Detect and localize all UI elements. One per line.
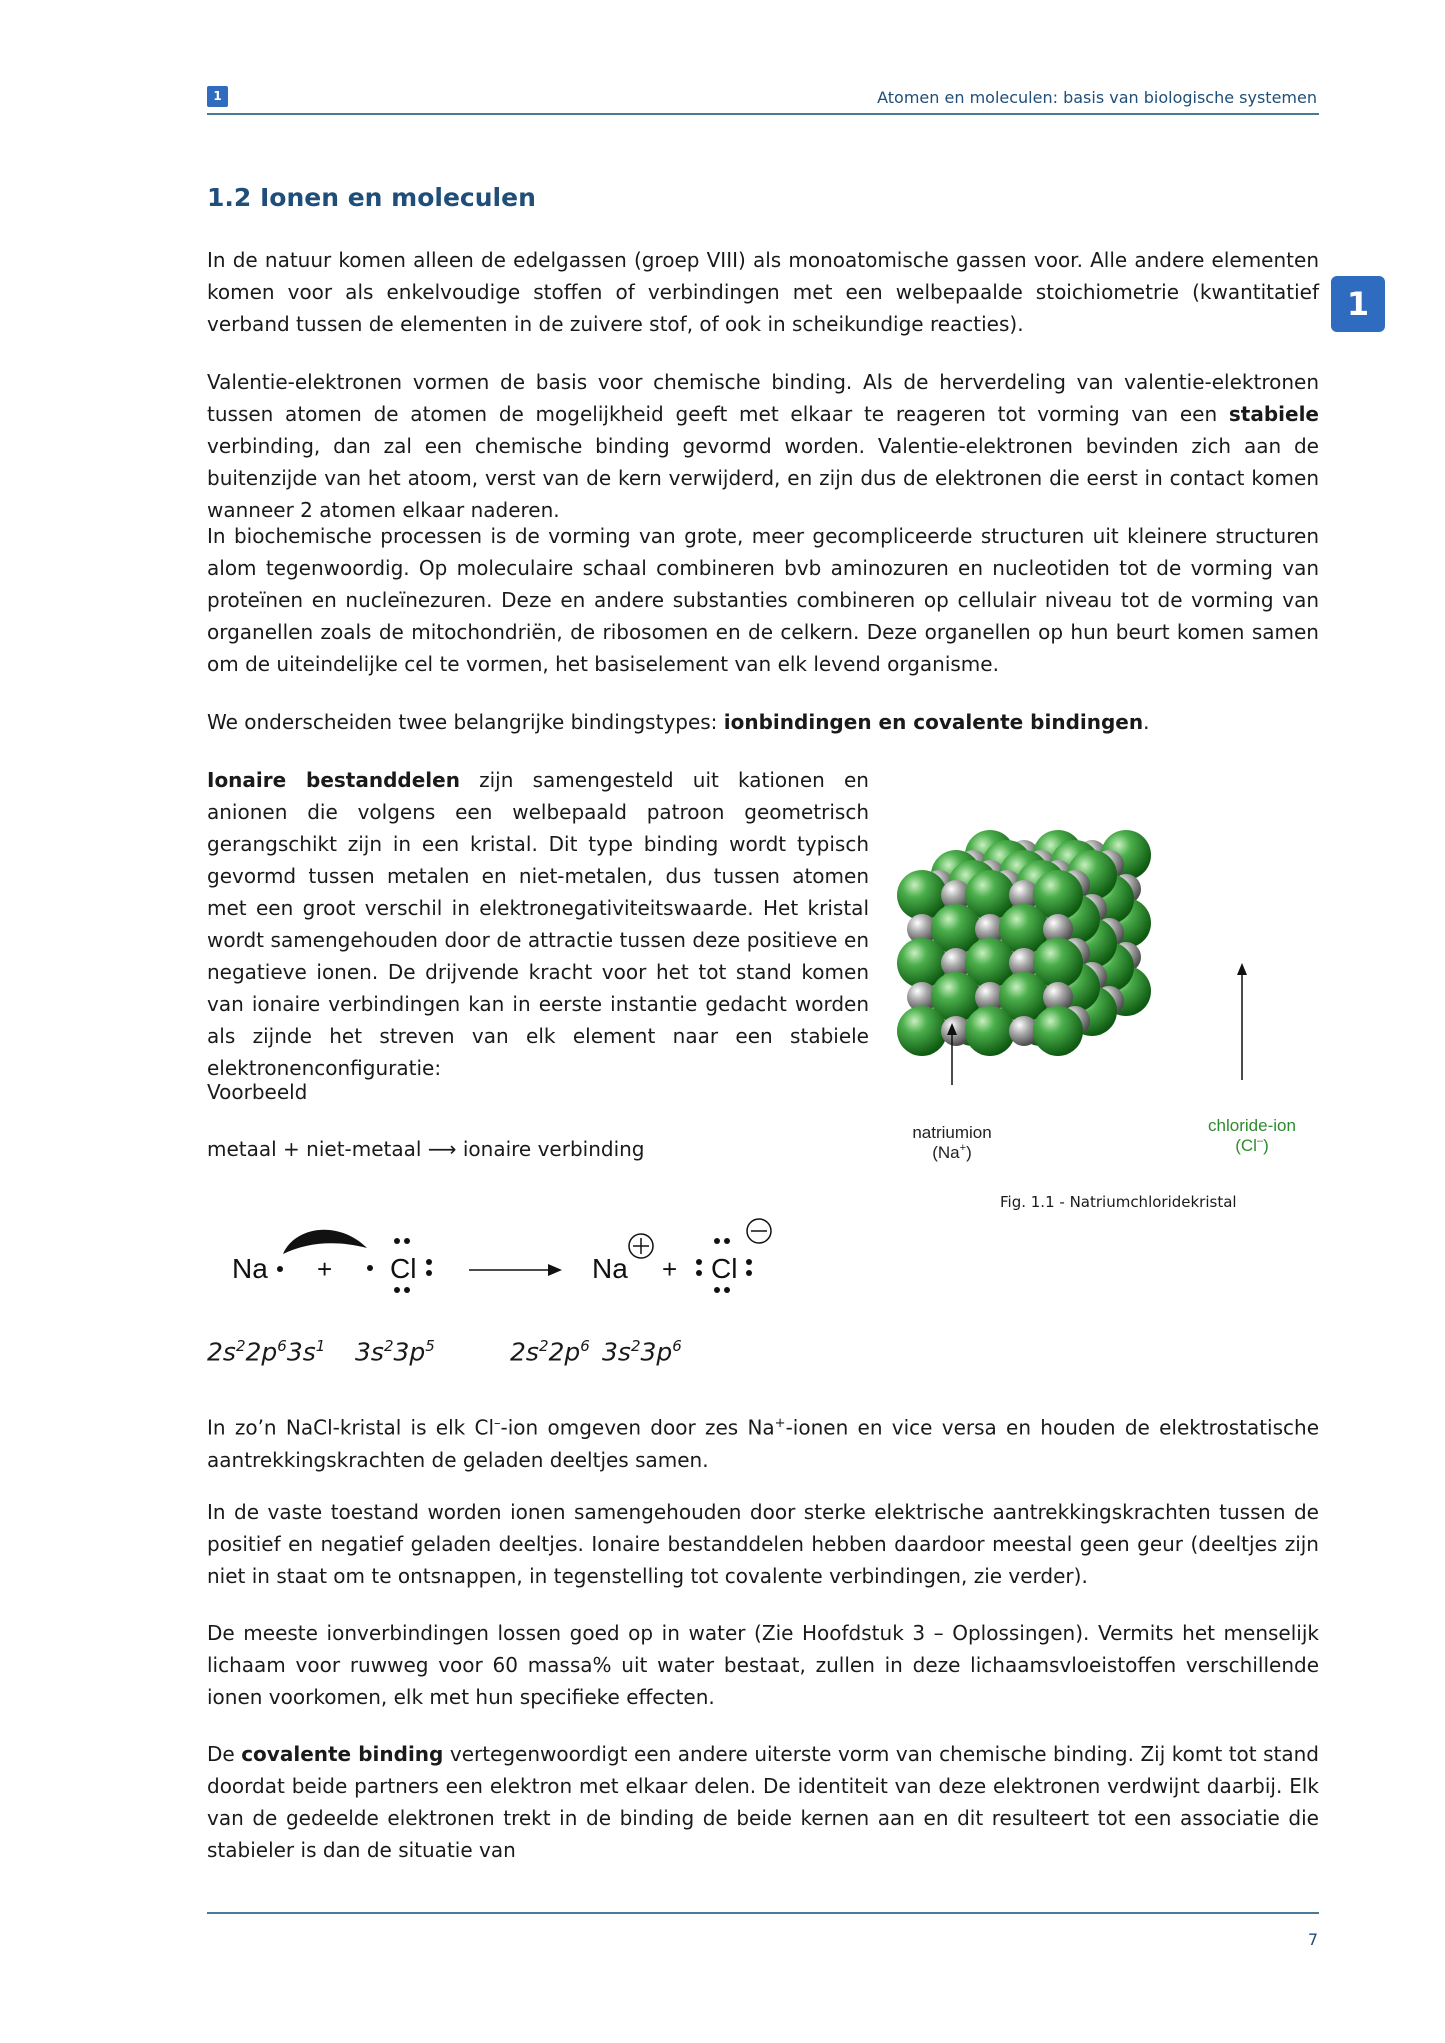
chloride-dot-left-2 <box>696 1270 702 1276</box>
reaction-arrow-head <box>548 1264 562 1276</box>
sodium-label-formula: (Na+) <box>932 1142 972 1162</box>
chlorine-dot-bottom-2 <box>404 1287 410 1293</box>
chloride-dot-left-1 <box>696 1259 702 1265</box>
paragraph-covalent: De covalente binding vertegenwoordigt een andere uiterste vorm van chemische binding. Zij komt tot stand doordat beide partners een elektron met elkaar delen. De identiteit van deze elektronen verdwijnt daarbij. Elk van de gedeelde elektronen trekt in de binding de beide kernen aan en dit resulteert tot een associatie die stabieler is dan de situatie van <box>207 1742 1319 1862</box>
chloride-ion-sphere <box>897 1006 947 1056</box>
chloride-dot-right-2 <box>746 1270 752 1276</box>
config-chlorine-atom: $3s^23p^5$ <box>355 1337 435 1367</box>
chloride-ion-sphere <box>965 1006 1015 1056</box>
chlorine-dot-right-2 <box>426 1270 432 1276</box>
paragraph-solubility: De meeste ionverbindingen lossen goed op in water (Zie Hoofdstuk 3 – Oplossingen). Vermits het menselijk lichaam voor ruwweg voor 60 massa% uit water bestaat, zullen in deze lichaamsvloeistoffen verschillende ionen voorkomen, elk met hun specifieke effecten. <box>207 1621 1319 1709</box>
chloride-dot-bottom-2 <box>724 1287 730 1293</box>
paragraph-3: In biochemische processen is de vorming van grote, meer gecompliceerde structuren uit kleinere structuren alom tegenwoordig. Op moleculaire schaal combineren bvb aminozuren en nucleotiden tot de vorming van proteïnen en nucleïnezuren. Deze en andere substanties combineren op cellulair niveau tot de vorming van organellen zoals de mitochondriën, de ribosomen en de celkern. Deze organellen op hun beurt komen samen om de uiteindelijke cel te vormen, het basiselement van elk levend organisme. <box>207 524 1319 676</box>
sodium-ion-symbol: Na <box>592 1253 628 1284</box>
electron-transfer-arrow <box>283 1230 367 1254</box>
paragraph-4: We onderscheiden twee belangrijke bindingstypes: ionbindingen en covalente bindingen. <box>207 710 1150 734</box>
footer-rule <box>207 1912 1319 1914</box>
paragraph-nacl-crystal: In zo’n NaCl-kristal is elk Cl–-ion omgeven door zes Na+-ionen en vice versa en houden de elektrostatische aantrekkingskrachten de geladen deeltjes samen. <box>207 1415 1320 1472</box>
paragraph-ionic: Ionaire bestanddelen zijn samengesteld uit kationen en anionen die volgens een welbepaald patroon geometrisch gerangschikt zijn in een kristal. Dit type binding wordt typisch gevormd tussen metalen en niet-metalen, dus tussen atomen met een groot verschil in elektronegativiteitswaarde. Het kristal wordt samengehouden door de attractie tussen deze positieve en negatieve ionen. De drijvende kracht voor het tot stand komen van ionaire verbindingen kan in eerste instantie gedacht worden als zijnde het streven van elk element naar een stabiele elektronenconfiguratie: <box>207 768 869 1080</box>
chlorine-dot-left <box>367 1265 373 1271</box>
crystal-lattice <box>897 830 1151 1056</box>
running-title: Atomen en moleculen: basis van biologische systemen <box>877 88 1317 107</box>
section-title: 1.2 Ionen en moleculen <box>207 183 536 212</box>
sodium-valence-dot <box>277 1266 283 1272</box>
sodium-symbol-left: Na <box>232 1253 268 1284</box>
chloride-dot-top-2 <box>724 1238 730 1244</box>
chloride-dot-bottom-1 <box>714 1287 720 1293</box>
header-rule <box>207 113 1319 115</box>
chlorine-symbol-left: Cl <box>390 1253 417 1284</box>
page-number: 7 <box>1307 1930 1318 1949</box>
chloride-label-name: chloride-ion <box>1208 1116 1296 1135</box>
chapter-badge: 1 <box>207 86 228 107</box>
paragraph-2: Valentie-elektronen vormen de basis voor chemische binding. Als de herverdeling van valentie-elektronen tussen atomen de atomen de mogelijkheid geeft met elkaar te reageren tot vorming van een stabiele verbinding, dan zal een chemische binding gevormd worden. Valentie-elektronen bevinden zich aan de buitenzijde van het atoom, verst van de kern verwijderd, en zijn dus de elektronen die eerst in contact komen wanneer 2 atomen elkaar naderen. <box>207 370 1319 522</box>
config-chloride-ion: $3s^23p^6$ <box>602 1337 682 1367</box>
example-label: Voorbeeld <box>207 1080 308 1104</box>
lewis-equation <box>207 1218 797 1298</box>
config-sodium-atom: $2s^22p^63s^1$ <box>207 1337 326 1367</box>
config-sodium-ion: $2s^22p^6$ <box>510 1337 590 1367</box>
plus-left: + <box>317 1254 333 1284</box>
chlorine-dot-top-2 <box>404 1238 410 1244</box>
nacl-crystal-figure <box>880 755 1320 1185</box>
chloride-label-formula: (Cl–) <box>1235 1135 1269 1155</box>
chlorine-dot-top-1 <box>394 1238 400 1244</box>
chloride-pointer-arrow <box>1237 963 1247 975</box>
example-equation: metaal + niet-metaal ⟶ ionaire verbinding <box>207 1137 645 1161</box>
chlorine-dot-right-1 <box>426 1259 432 1265</box>
chloride-dot-top-1 <box>714 1238 720 1244</box>
figure-caption: Fig. 1.1 - Natriumchloridekristal <box>1000 1193 1237 1211</box>
chapter-side-tab: 1 <box>1331 276 1385 332</box>
plus-right: + <box>662 1254 678 1284</box>
chloride-ion-sphere <box>1033 1006 1083 1056</box>
chloride-ion-symbol: Cl <box>711 1253 738 1284</box>
paragraph-solid-state: In de vaste toestand worden ionen samengehouden door sterke elektrische aantrekkingskrachten tussen de positief en negatief geladen deeltjes. Ionaire bestanddelen hebben daardoor meestal geen geur (deeltjes zijn niet in staat om te ontsnappen, in tegenstelling tot covalente verbindingen, zie verder). <box>207 1500 1319 1588</box>
sodium-label-name: natriumion <box>912 1123 992 1142</box>
chlorine-dot-bottom-1 <box>394 1287 400 1293</box>
chloride-dot-right-1 <box>746 1259 752 1265</box>
paragraph-1: In de natuur komen alleen de edelgassen (groep VIII) als monoatomische gassen voor. Alle andere elementen komen voor als enkelvoudige stoffen of verbindingen met een welbepaalde stoichiometrie (kwantitatief verband tussen de elementen in de zuivere stof, of ook in scheikundige reacties). <box>207 248 1319 336</box>
